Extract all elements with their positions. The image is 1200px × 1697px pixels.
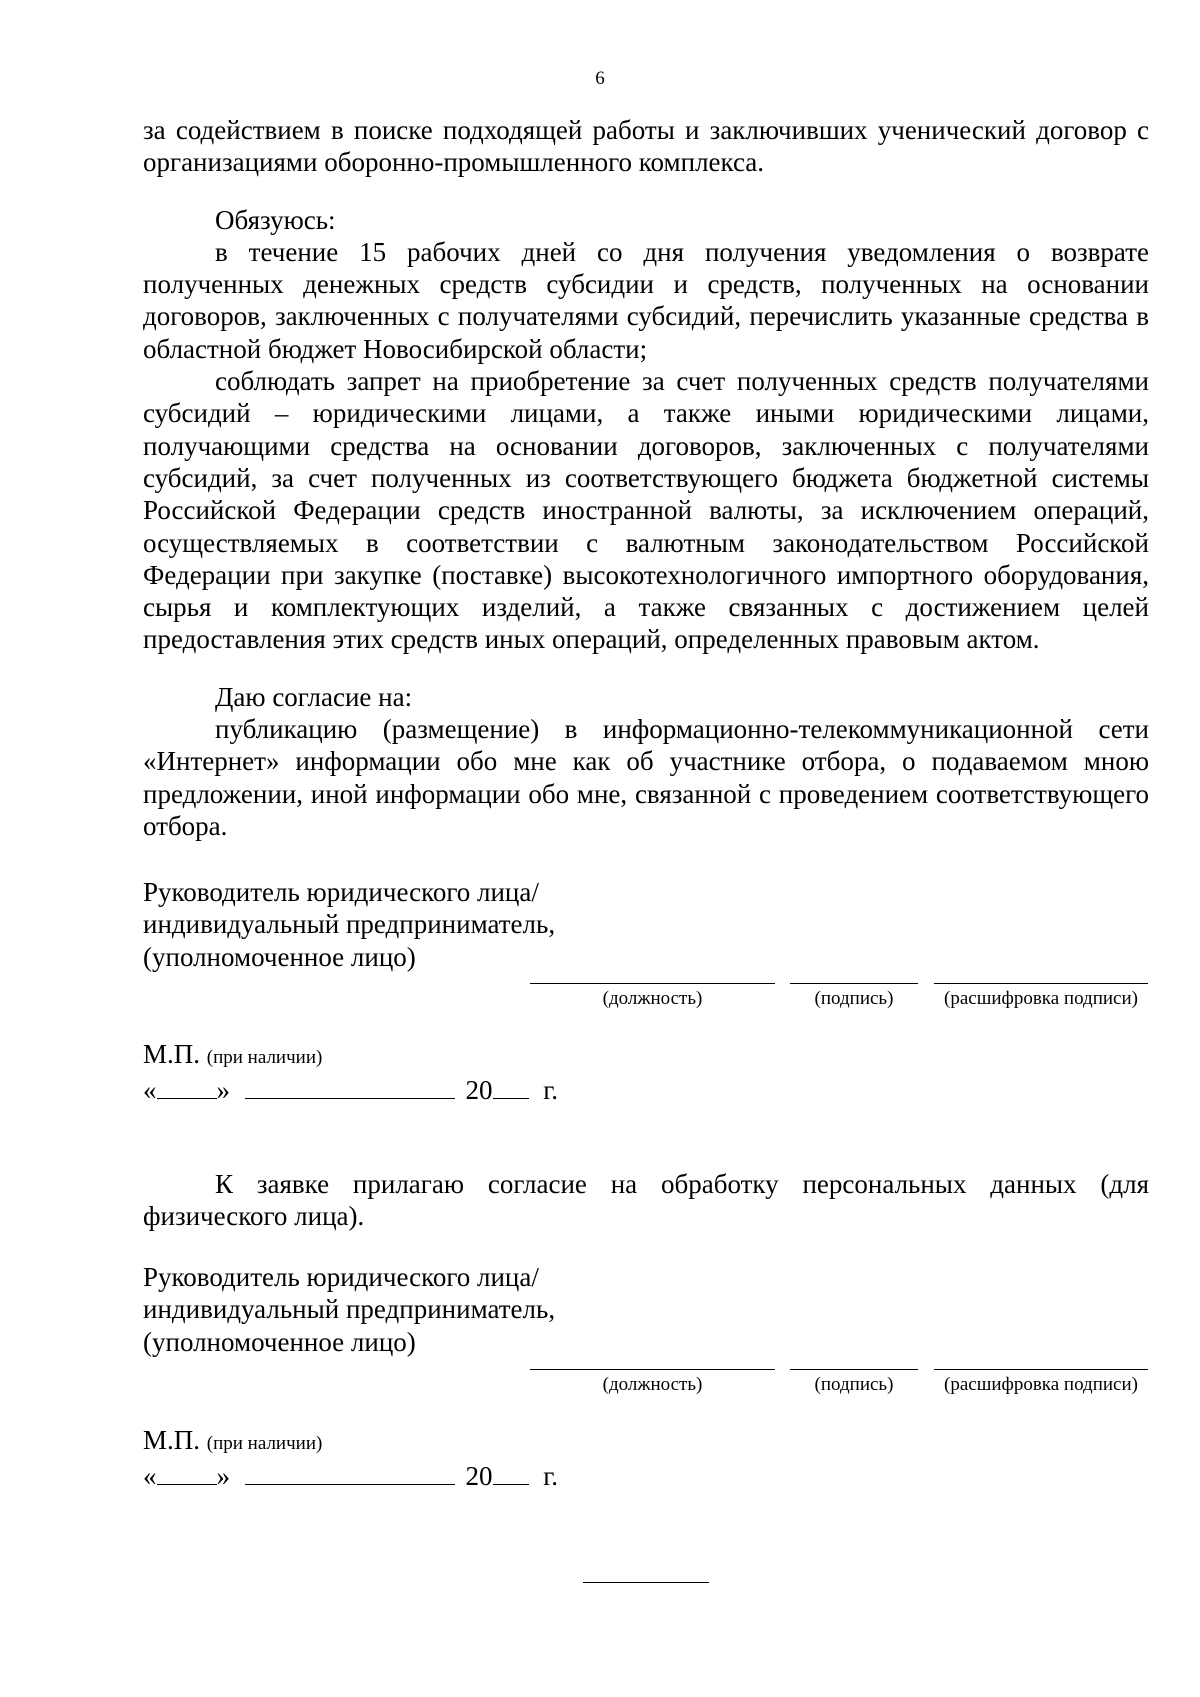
year-blank[interactable] bbox=[493, 1458, 529, 1485]
consent-item-1: публикацию (размещение) в информационно-телекоммуникационной сети «Интернет» информации обо мне как об участнике отбора, о подаваемом мною предложении, иной информации обо мне, связанной с проведением соответствующего отбора. bbox=[143, 714, 1149, 841]
attachment-note-block bbox=[143, 1168, 1149, 1233]
signature-line[interactable] bbox=[790, 983, 918, 984]
position-line[interactable] bbox=[530, 983, 775, 984]
signature-line[interactable] bbox=[790, 1369, 918, 1370]
stamp-note: (при наличии) bbox=[206, 1047, 323, 1068]
date-line[interactable]: « » 20 г. bbox=[143, 1458, 558, 1492]
obligation-item-2: соблюдать запрет на приобретение за счет полученных средств получателями субсидий – юридическими лицами, а также иными юридическими лицами, получающими средства на основании договоров, заключенных с получателями субсидий, за счет полученных из соответствующего бюджета бюджетной системы Российской Федерации средств иностранной валюты, за исключением операций, осуществляемых в соответствии с валютным законодательством Российской Федерации при закупке (поставке) высокотехнологичного импортного оборудования, сырья и комплектующих изделий, а также связанных с достижением целей предоставления этих средств иных операций, определенных правовым актом. bbox=[143, 366, 1149, 655]
stamp-place: М.П. (при наличии) bbox=[143, 1039, 323, 1069]
obligations-heading: Обязуюсь: bbox=[215, 204, 336, 235]
body-text bbox=[143, 114, 1149, 842]
name-caption: (расшифровка подписи) bbox=[944, 988, 1138, 1009]
name-line[interactable] bbox=[934, 983, 1148, 984]
continuation-paragraph: за содействием в поиске подходящей работы и заключивших ученический договор с организациями оборонно-промышленного комплекса. bbox=[143, 115, 1149, 178]
attachment-note: К заявке прилагаю согласие на обработку персональных данных (для физического лица). bbox=[143, 1169, 1149, 1232]
signer-label: Руководитель юридического лица/ индивидуальный предприниматель, (уполномоченное лицо) bbox=[143, 877, 556, 972]
signature-caption: (подпись) bbox=[814, 988, 894, 1009]
stamp-note: (при наличии) bbox=[206, 1433, 323, 1454]
name-caption: (расшифровка подписи) bbox=[944, 1374, 1138, 1395]
position-line[interactable] bbox=[530, 1369, 775, 1370]
position-caption: (должность) bbox=[602, 1374, 703, 1395]
obligation-item-1: в течение 15 рабочих дней со дня получения уведомления о возврате полученных денежных средств субсидии и средств, полученных на основании договоров, заключенных с получателями субсидий, перечислить указанные средства в областной бюджет Новосибирской области; bbox=[143, 236, 1149, 364]
consent-heading: Даю согласие на: bbox=[215, 681, 413, 712]
page-number: 6 bbox=[595, 68, 605, 89]
month-blank[interactable] bbox=[245, 1458, 455, 1485]
day-blank[interactable] bbox=[157, 1458, 217, 1485]
end-of-document-line bbox=[583, 1582, 709, 1583]
signer-label: Руководитель юридического лица/ индивидуальный предприниматель, (уполномоченное лицо) bbox=[143, 1262, 556, 1357]
date-line[interactable]: « » 20 г. bbox=[143, 1072, 558, 1106]
day-blank[interactable] bbox=[157, 1072, 217, 1099]
year-blank[interactable] bbox=[493, 1072, 529, 1099]
stamp-place: М.П. (при наличии) bbox=[143, 1425, 323, 1455]
signature-caption: (подпись) bbox=[814, 1374, 894, 1395]
name-line[interactable] bbox=[934, 1369, 1148, 1370]
position-caption: (должность) bbox=[602, 988, 703, 1009]
month-blank[interactable] bbox=[245, 1072, 455, 1099]
